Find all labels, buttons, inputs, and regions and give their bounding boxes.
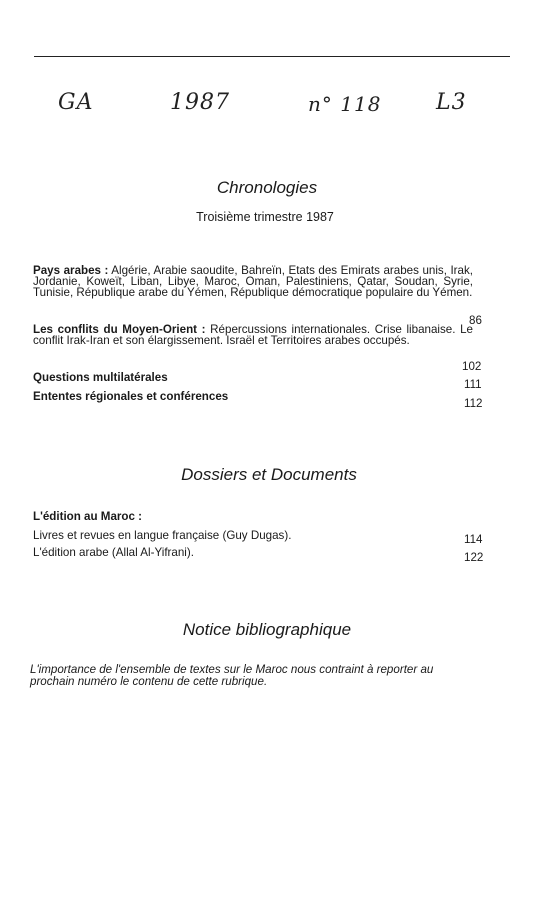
toc-entry-livres: Livres et revues en langue française (Guy Dugas). [33,529,292,542]
toc-entry-text: Répercussions internationales. Crise libanaise. Le conflit Irak-Iran et son élargissement. Israël et Territoires arabes occupés. [33,323,473,348]
toc-entry-pays-arabes [33,265,473,299]
handwritten-note-year: 1987 [170,90,230,115]
chronologies-title: Chronologies [216,178,318,197]
toc-entry-lead: Pays arabes : [33,264,109,277]
page-number: 111 [464,378,482,391]
toc-entry-edition-arabe: L'édition arabe (Allal Al-Yifrani). [33,546,194,559]
page-number: 86 [469,314,482,327]
notice-text: L'importance de l'ensemble de textes sur le Maroc nous contraint à reporter au prochain numéro le contenu de cette rubrique. [30,663,434,688]
page-number: 102 [462,360,482,373]
page-number: 112 [464,397,483,410]
page-number: 114 [464,533,483,546]
toc-entry-conflits [33,324,473,346]
chronologies-subtitle: Troisième trimestre 1987 [196,210,334,224]
toc-entry-text: Algérie, Arabie saoudite, Bahreïn, Etats des Emirats arabes unis, Irak, Jordanie, Koweït, Liban, Libye, Maroc, Oman, Palestiniens, Qatar, Soudan, Syrie, Tunisie, République arabe du Yémen, République démocratique populaire du Yémen. [33,264,474,300]
handwritten-note-number: n° 118 [308,92,382,116]
notice-title: Notice bibliographique [182,620,352,639]
dossiers-title: Dossiers et Documents [181,465,357,484]
toc-entry-questions: Questions multilatérales [33,371,168,384]
toc-entry-lead: Les conflits du Moyen-Orient : [33,323,206,336]
dossiers-heading: L'édition au Maroc : [33,510,143,523]
top-rule [34,56,510,57]
page-number: 122 [464,551,484,564]
handwritten-note-ga: GA [58,90,94,115]
handwritten-note-l3: L3 [436,90,467,115]
toc-entry-ententes: Ententes régionales et conférences [33,390,229,403]
